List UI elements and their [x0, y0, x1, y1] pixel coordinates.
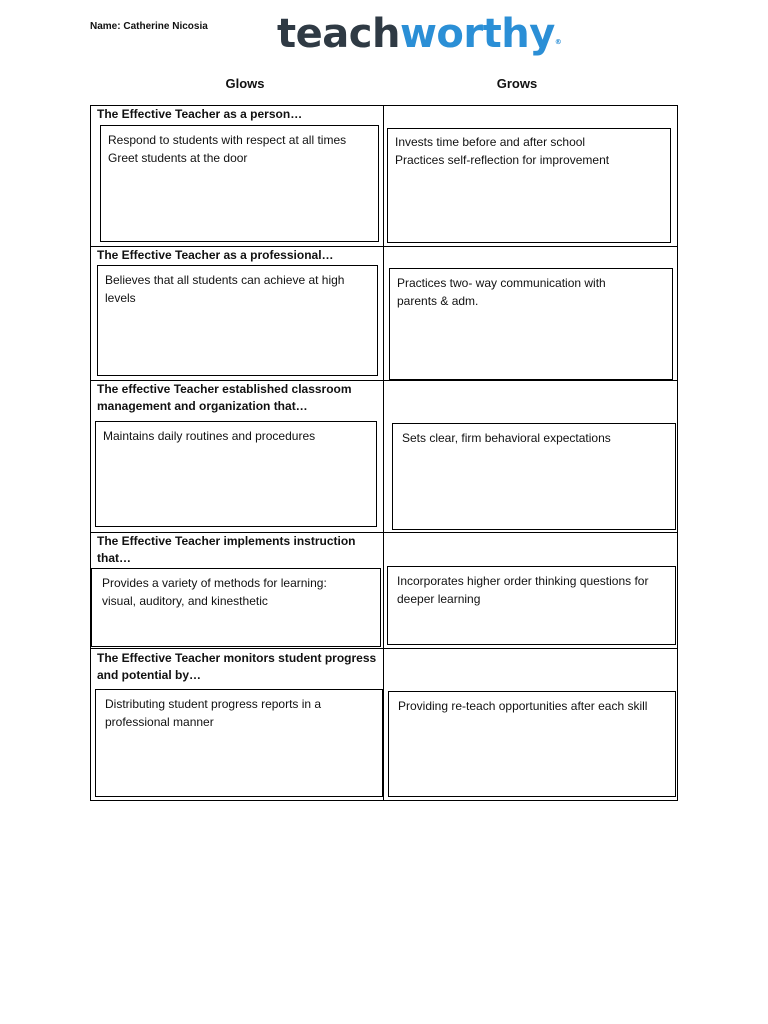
glows-box[interactable]	[100, 125, 379, 242]
section-title: The Effective Teacher as a professional…	[97, 248, 334, 262]
glow-item: Maintains daily routines and procedures	[103, 429, 316, 443]
glows-box[interactable]	[97, 265, 378, 376]
section-title: The Effective Teacher implements instruction that…	[97, 534, 356, 565]
glow-item: Provides a variety of methods for learning: visual, auditory, and kinesthetic	[102, 576, 327, 608]
grow-item: Invests time before and after school	[395, 135, 586, 149]
grow-item: Providing re-teach opportunities after each skill	[398, 699, 648, 713]
grows-box[interactable]	[389, 268, 673, 380]
row-divider	[90, 648, 678, 649]
column-header-grows: Grows	[496, 76, 538, 91]
grows-box[interactable]	[387, 128, 671, 243]
student-name: Name: Catherine Nicosia	[90, 21, 208, 32]
logo-part-teach: teach	[277, 11, 400, 57]
grow-item: Incorporates higher order thinking questions for deeper learning	[397, 574, 649, 606]
glow-item: Distributing student progress reports in a professional manner	[105, 697, 322, 729]
grows-box[interactable]	[392, 423, 676, 530]
section-title: The Effective Teacher as a person…	[97, 107, 303, 121]
glows-box[interactable]	[95, 689, 383, 797]
grow-item: Practices self-reflection for improvement	[395, 153, 610, 167]
grow-item: Practices two- way communication with parents & adm.	[397, 276, 606, 308]
glow-item: Greet students at the door	[108, 151, 248, 165]
glows-box[interactable]	[91, 568, 381, 647]
section-title: The effective Teacher established classroom management and organization that…	[97, 382, 352, 413]
logo-part-worthy: worthy	[399, 11, 555, 57]
section-title: The Effective Teacher monitors student progress and potential by…	[97, 651, 377, 682]
teachworthy-logo	[277, 10, 561, 58]
column-header-glows: Glows	[225, 76, 265, 91]
logo-mark: ®	[554, 38, 562, 46]
glow-item: Respond to students with respect at all times	[108, 133, 347, 147]
grows-box[interactable]	[387, 566, 676, 645]
grow-item: Sets clear, firm behavioral expectations	[402, 431, 611, 445]
glows-box[interactable]	[95, 421, 377, 527]
grows-box[interactable]	[388, 691, 676, 797]
glow-item: Believes that all students can achieve at high levels	[105, 273, 345, 305]
column-divider	[383, 105, 384, 801]
